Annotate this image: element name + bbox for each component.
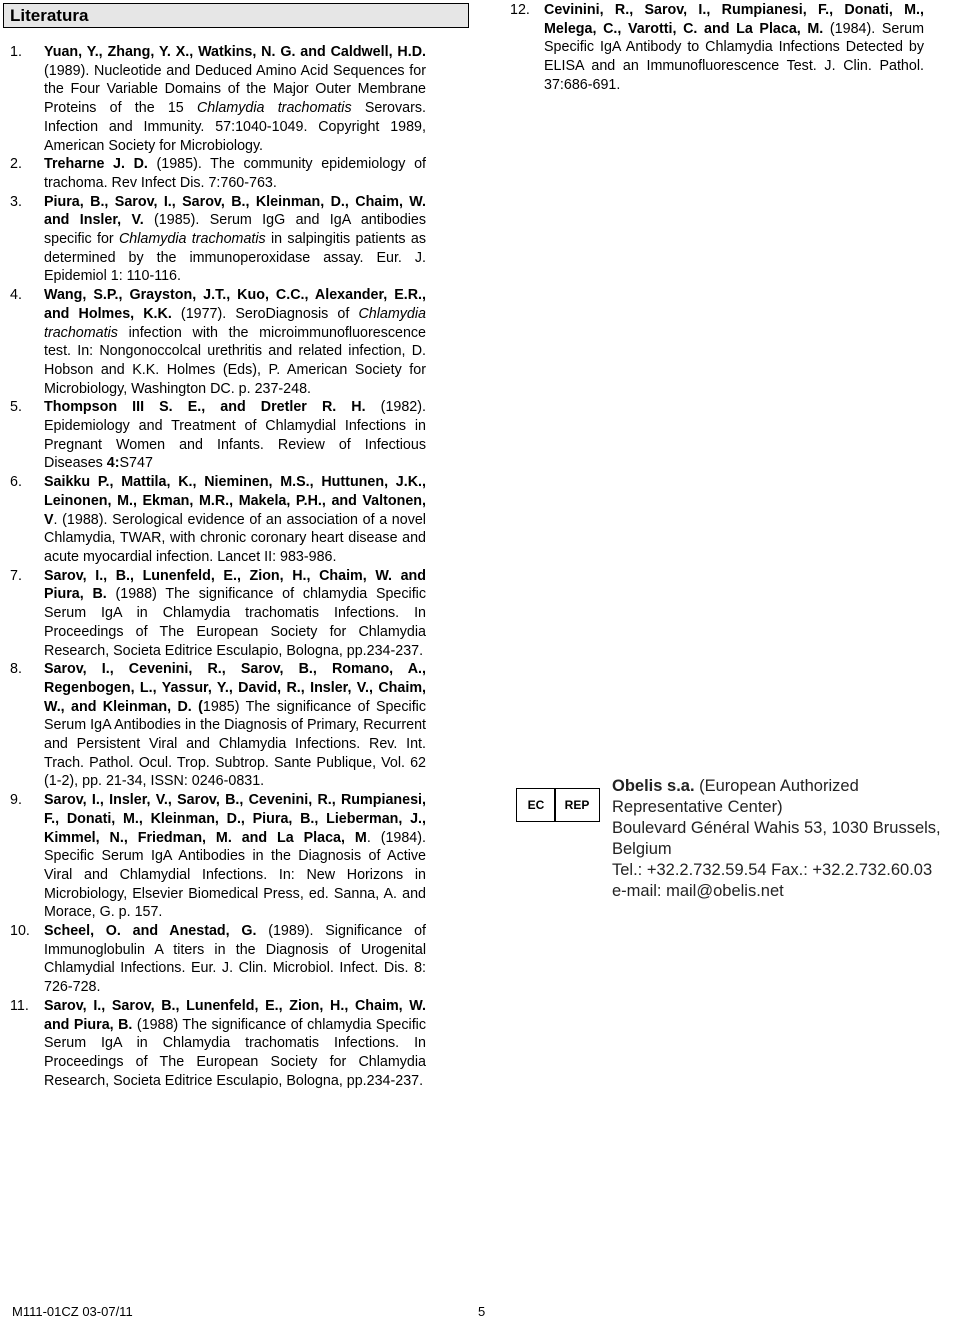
reference-item: 4. Wang, S.P., Grayston, J.T., Kuo, C.C., Alexander, E.R., and Holmes, K.K. (1977). SeroDiagnosis of Chlamydia trachomatis infection with the microimmunofluorescence test. In: Nongonoccolcal urethritis and related infection, D. Hobson and K.K. Holmes (Eds), P. American Society for Microbiology, Washington DC. p. 237-248.: [10, 287, 426, 397]
reference-item: 10. Scheel, O. and Anestad, G. (1989). Significance of Immunoglobulin A titers in the Diagnosis of Urogenital Chlamydial Infections. Eur. J. Clin. Microbiol. Infect. Dis. 8: 726-728.: [10, 923, 427, 996]
references-left-column: [10, 43, 426, 1090]
reference-item: 3. Piura, B., Sarov, I., Sarov, B., Kleinman, D., Chaim, W. and Insler, V. (1985). Serum IgG and IgA antibodies specific for Chlamydia trachomatis in salpingitis patients as determined by the immunoperoxidase assay. Eur. J. Epidemiol 1: 110-116.: [10, 193, 427, 285]
reference-item: 12. Cevinini, R., Sarov, I., Rumpianesi, F., Donati, M., Melega, C., Varotti, C. and La Placa, M. (1984). Serum Specific IgA Antibody to Chlamydia Infections Detected by ELISA and an Immunofluorescence Test. J. Clin. Pathol. 37:686-691.: [510, 2, 924, 93]
reference-item: 9. Sarov, I., Insler, V., Sarov, B., Cevenini, R., Rumpianesi, F., Donati, M., Kleinman, D., Piura, B., Lieberman, J., Kimmel, N., Friedman, M. and La Placa, M. (1984). Specific Serum IgA Antibodies in the Diagnosis of Active Viral and Chlamydial Infections. In: New Horizons in Microbiology, Elsevier Biomedical Press, ed. Sanna, A. and Morace, G. p. 157.: [10, 792, 426, 921]
ec-rep-badge-rep: REP: [554, 788, 600, 822]
reference-item: 1. Yuan, Y., Zhang, Y. X., Watkins, N. G. and Caldwell, H.D. (1989). Nucleotide and Deduced Amino Acid Sequences for the Four Variable Domains of the Major Outer Membrane Proteins of the 15 Chlamydia trachomatis Serovars. Infection and Immunity. 57:1040-1049. Copyright 1989, American Society for Microbiology.: [10, 44, 426, 154]
reference-item: 8. Sarov, I., Cevenini, R., Sarov, B., Romano, A., Regenbogen, L., Yassur, Y., David, R., Insler, V., Chaim, W., and Kleinman, D. (1985) The significance of Specific Serum IgA Antibodies in the Diagnosis of Primary, Recurrent and Persistent Viral and Chlamydia Infections. Rev. Int. Trach. Pathol. Ocul. Trop. Subtrop. Sante Publique, Vol. 62 (1-2), pp. 21-34, ISSN: 0246-0831.: [10, 661, 426, 790]
representative-email: e-mail: mail@obelis.net: [612, 882, 784, 900]
representative-name: Obelis s.a.: [612, 777, 695, 795]
reference-item: 6. Saikku P., Mattila, K., Nieminen, M.S., Huttunen, J.K., Leinonen, M., Ekman, M.R., Makela, P.H., and Valtonen, V. (1988). Serological evidence of an association of a novel Chlamydia, TWAR, with chronic coronary heart disease and acute myocardial infection. Lancet II: 983-986.: [10, 474, 426, 565]
references-right-column: [510, 1, 924, 95]
representative-info: [612, 776, 960, 902]
page-number: 5: [478, 1304, 486, 1319]
reference-item: 7. Sarov, I., B., Lunenfeld, E., Zion, H., Chaim, W. and Piura, B. (1988) The significance of chlamydia Specific Serum IgA in Chlamydia trachomatis Infections. In Proceedings of The European Society for Chlamydia Research, Societa Editrice Esculapio, Bologna, pp.234-237.: [10, 567, 426, 659]
reference-item: 11. Sarov, I., Sarov, B., Lunenfeld, E., Zion, H., Chaim, W. and Piura, B. (1988) The significance of chlamydia Specific Serum IgA in Chlamydia trachomatis Infections. In Proceedings of The European Society for Chlamydia Research, Societa Editrice Esculapio, Bologna, pp.234-237.: [10, 997, 426, 1089]
reference-item: 5. Thompson III S. E., and Dretler R. H. (1982). Epidemiology and Treatment of Chlamydial Infections in Pregnant Women and Infants. Review of Infectious Diseases 4:S747: [10, 399, 426, 472]
representative-name-line: [612, 776, 960, 818]
reference-item: 2. Treharne J. D. (1985). The community epidemiology of trachoma. Rev Infect Dis. 7:760-763.: [10, 156, 426, 191]
ec-rep-badge-ec: EC: [516, 788, 556, 822]
section-header: [3, 3, 469, 28]
representative-role: (European Authorized Representative Center): [612, 777, 859, 816]
representative-address: Boulevard Général Wahis 53, 1030 Brussels, Belgium: [612, 819, 941, 858]
section-title: Literatura: [10, 6, 89, 25]
representative-phone: Tel.: +32.2.732.59.54 Fax.: +32.2.732.60.03: [612, 861, 933, 879]
authorized-representative-block: [512, 776, 960, 900]
document-code: M111-01CZ 03-07/11: [12, 1304, 133, 1319]
